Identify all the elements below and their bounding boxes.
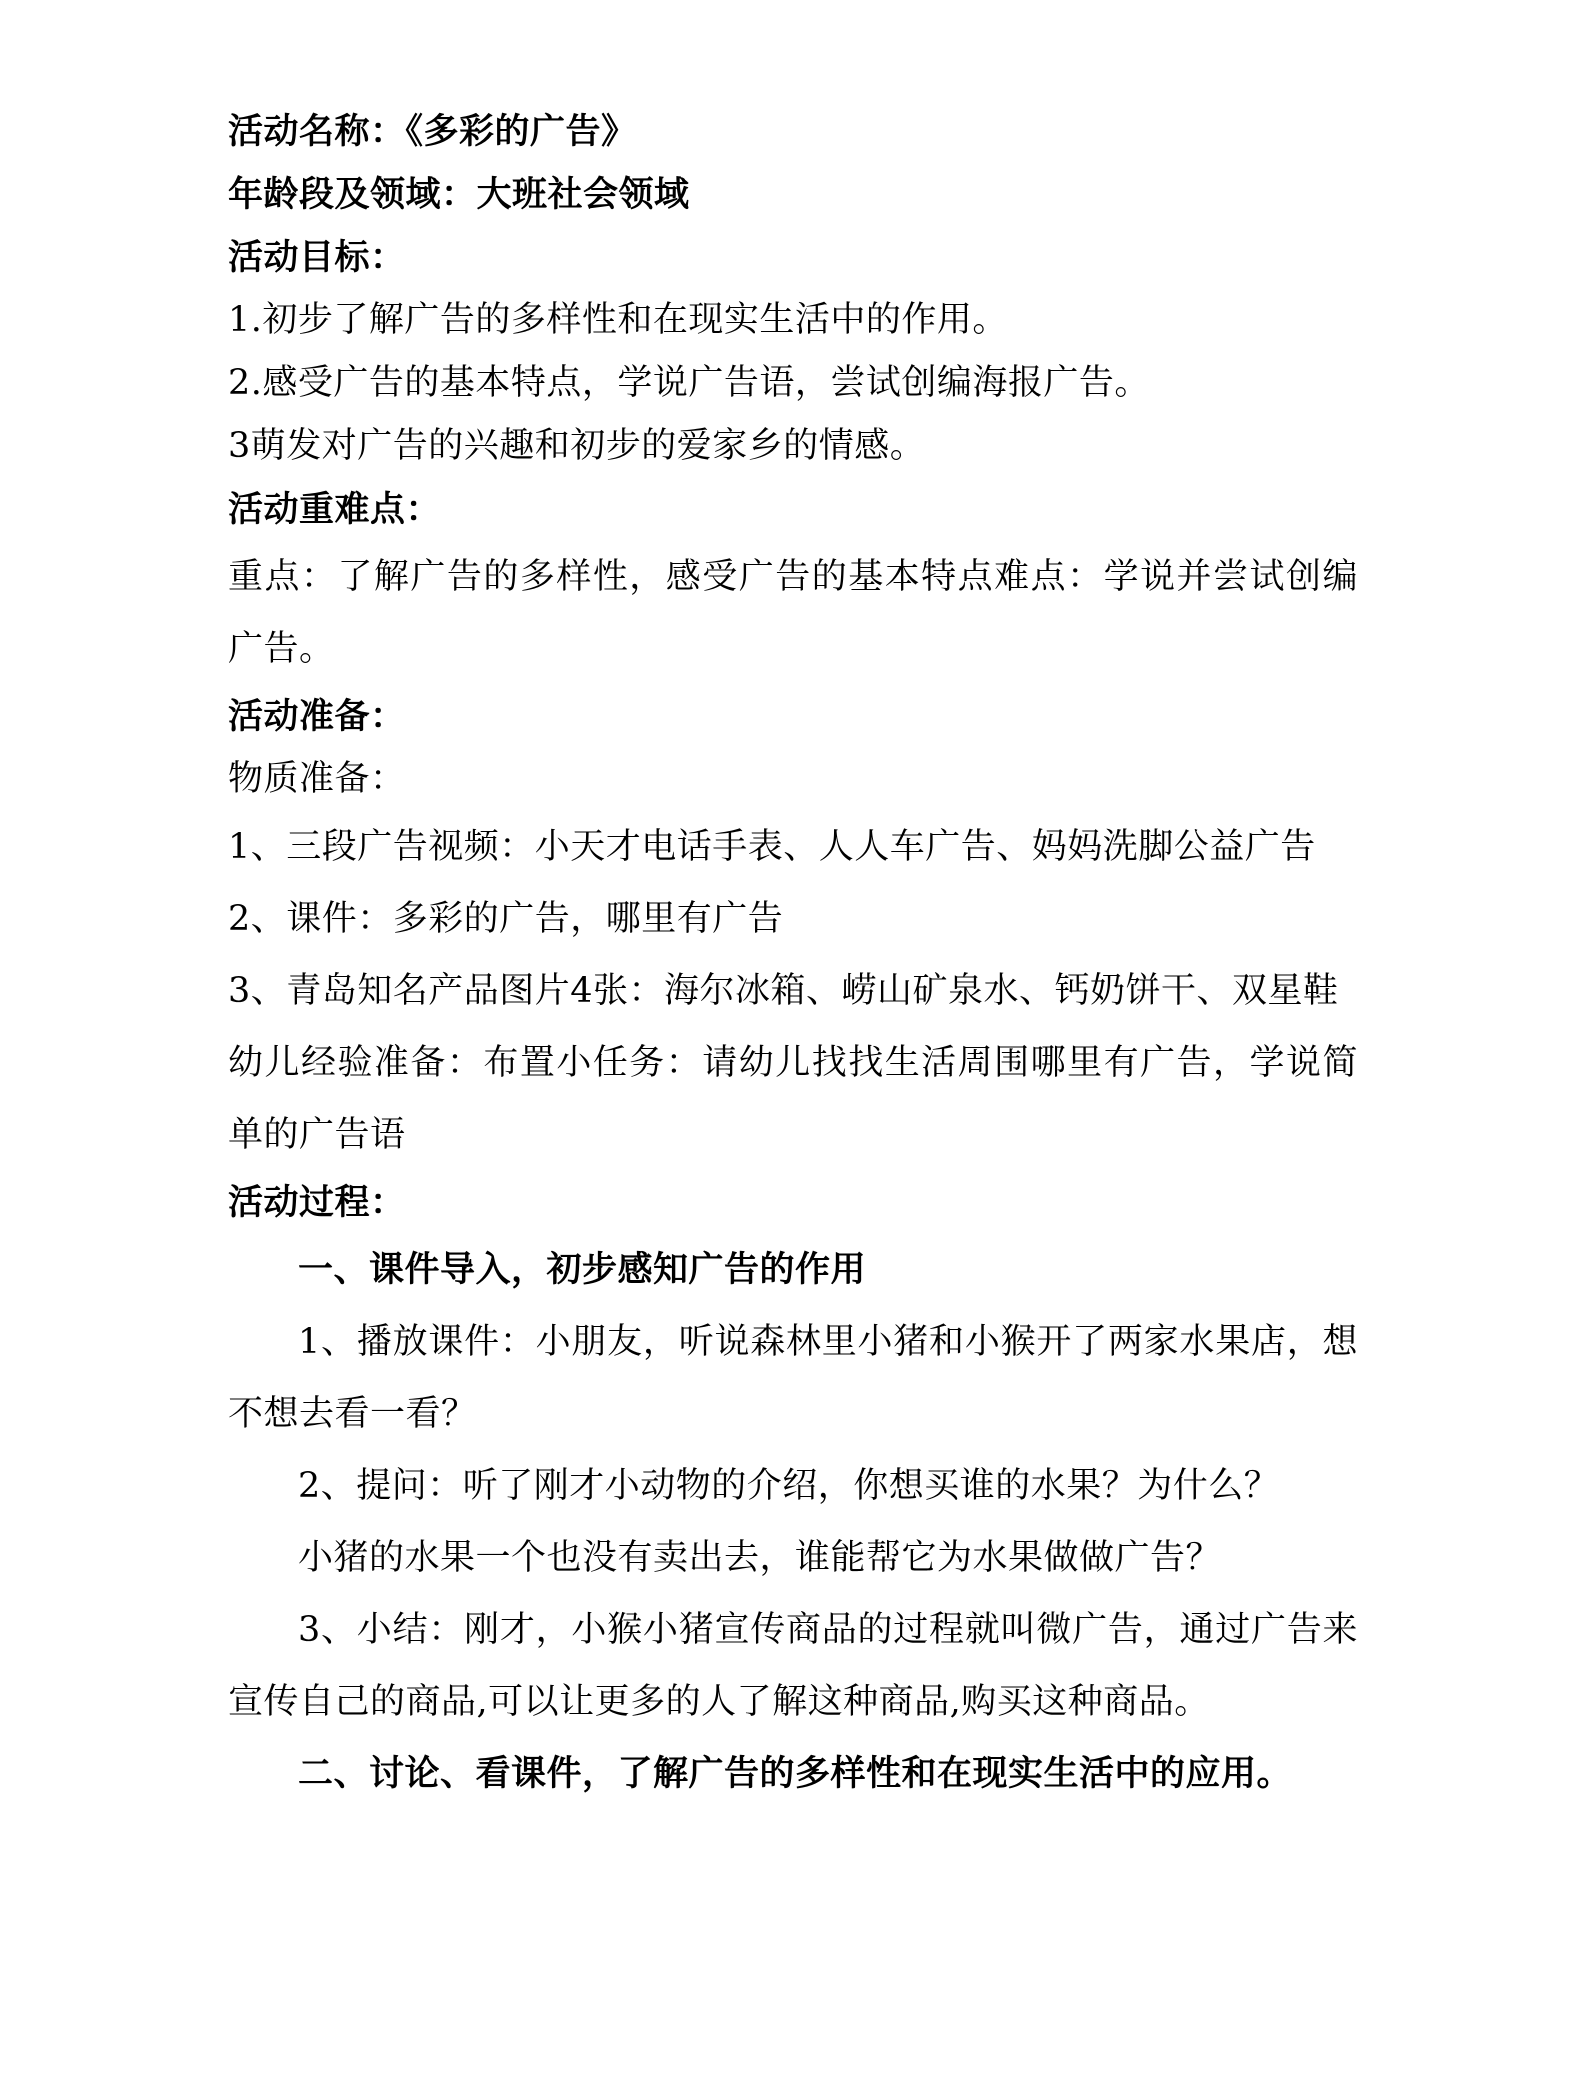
process-section-two-heading: 二、讨论、看课件，了解广告的多样性和在现实生活中的应用。 <box>298 1753 1293 1794</box>
material-item: 3、青岛知名产品图片4张：海尔冰箱、崂山矿泉水、钙奶饼干、双星鞋 <box>228 971 1339 1011</box>
preparation-heading: 活动准备： <box>228 696 406 737</box>
process-heading: 活动过程： <box>228 1182 406 1223</box>
process-item: 小猪的水果一个也没有卖出去，谁能帮它为水果做做广告？ <box>298 1538 1222 1578</box>
material-item: 1、三段广告视频：小天才电话手表、人人车广告、妈妈洗脚公益广告 <box>228 827 1316 867</box>
material-preparation-label: 物质准备： <box>228 759 406 799</box>
activity-name-line: 活动名称：《多彩的广告》 <box>228 111 637 152</box>
objective-item: 1.初步了解广告的多样性和在现实生活中的作用。 <box>228 300 1008 340</box>
material-item: 2、课件：多彩的广告，哪里有广告 <box>228 899 784 939</box>
experience-preparation-text: 幼儿经验准备：布置小任务：请幼儿找找生活周围哪里有广告，学说简单的广告语 <box>228 1043 1358 1155</box>
document-body <box>228 100 1358 1810</box>
process-item: 1、播放课件：小朋友，听说森林里小猪和小猴开了两家水果店，想不想去看一看？ <box>228 1322 1358 1434</box>
objective-item: 3萌发对广告的兴趣和初步的爱家乡的情感。 <box>228 426 926 466</box>
key-difficult-points-heading: 活动重难点： <box>228 489 442 530</box>
process-section-one-heading: 一、课件导入，初步感知广告的作用 <box>298 1249 867 1290</box>
key-difficult-points-text: 重点：了解广告的多样性，感受广告的基本特点难点：学说并尝试创编广告。 <box>228 557 1358 669</box>
process-item: 2、提问：听了刚才小动物的介绍，你想买谁的水果？为什么？ <box>298 1466 1280 1506</box>
objective-item: 2.感受广告的基本特点，学说广告语，尝试创编海报广告。 <box>228 363 1150 403</box>
age-and-domain-line: 年龄段及领域：大班社会领域 <box>228 174 690 215</box>
process-item: 3、小结：刚才，小猴小猪宣传商品的过程就叫微广告，通过广告来宣传自己的商品,可以让更多的人了解这种商品,购买这种商品。 <box>228 1610 1358 1722</box>
objectives-heading: 活动目标： <box>228 237 406 278</box>
